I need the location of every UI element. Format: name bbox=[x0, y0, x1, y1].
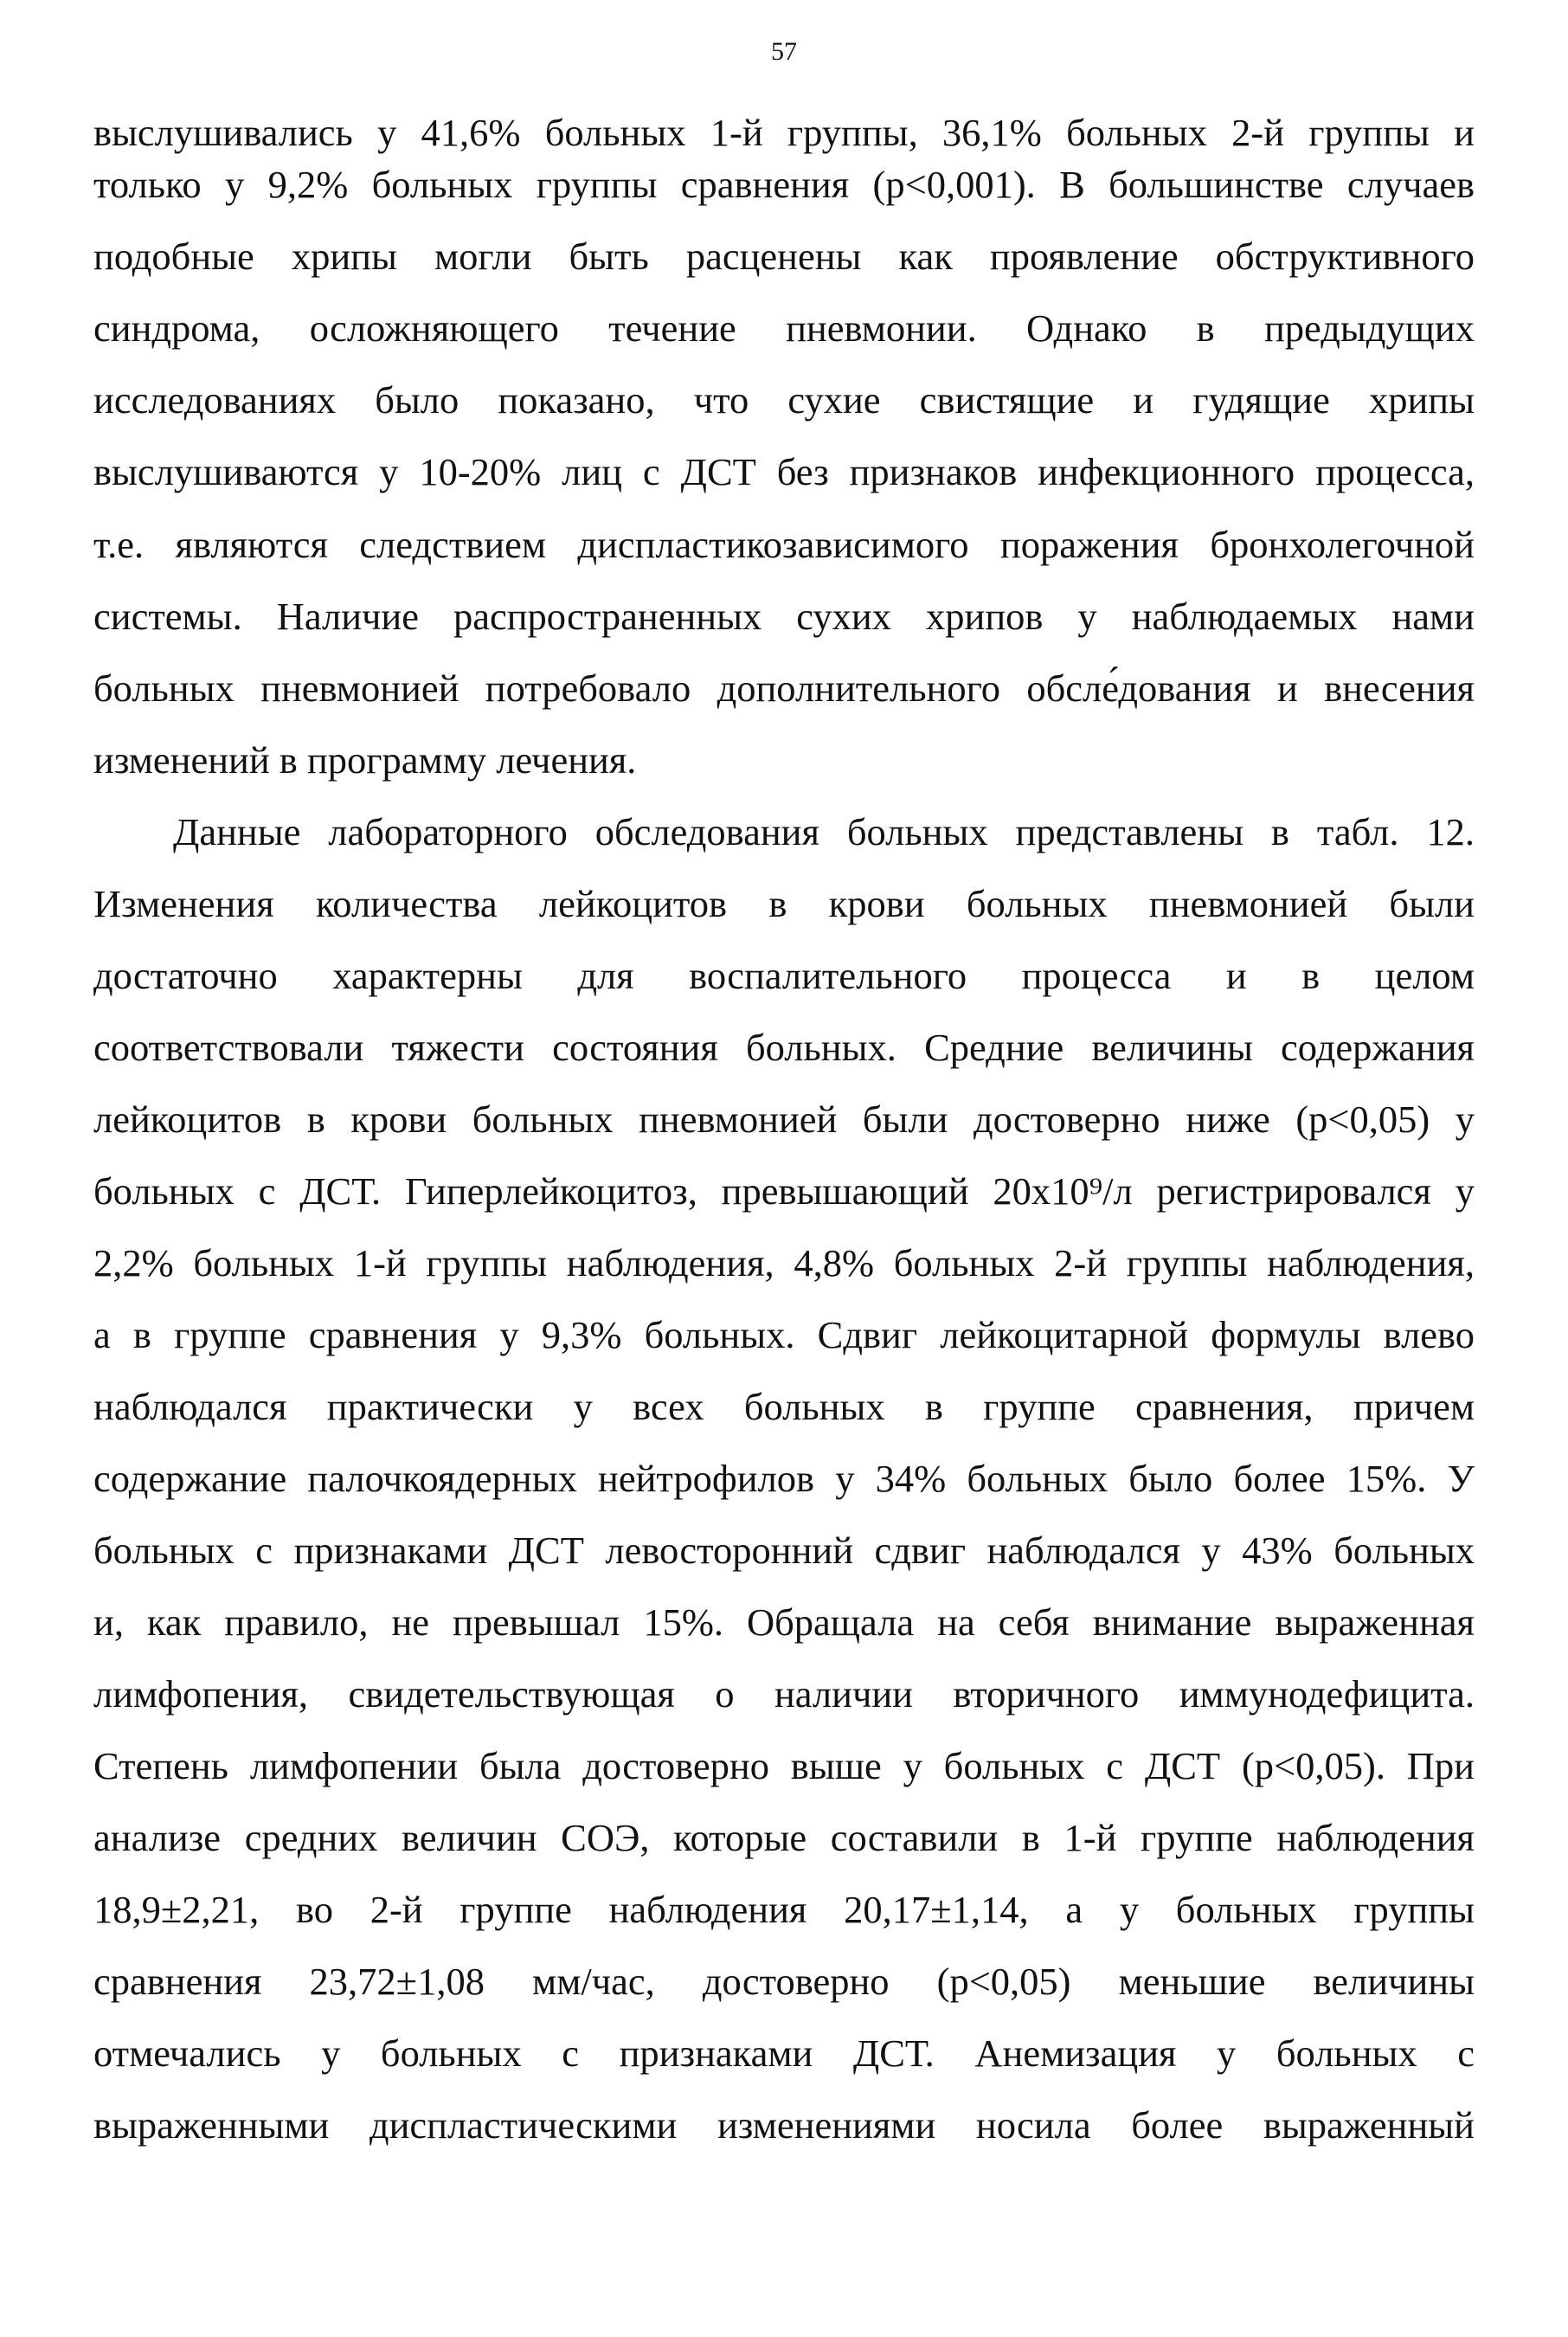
page-number: 57 bbox=[771, 37, 797, 66]
text-line: т.е. являются следствием диспластикозависимого поражения бронхолегочной bbox=[93, 523, 1475, 566]
text-line: наблюдался практически у всех больных в группе сравнения, причем bbox=[93, 1385, 1475, 1428]
text-line: отмечались у больных с признаками ДСТ. Анемизация у больных с bbox=[93, 2031, 1475, 2075]
text-line: лимфопения, свидетельствующая о наличии вторичного иммунодефицита. bbox=[93, 1672, 1475, 1716]
text-line: системы. Наличие распространенных сухих хрипов у наблюдаемых нами bbox=[93, 595, 1475, 638]
text-line: больных с ДСТ. Гиперлейкоцитоз, превышающий 20х10⁹/л регистрировался у bbox=[93, 1169, 1475, 1213]
text-line: изменений в программу лечения. bbox=[93, 738, 637, 782]
text-line: Изменения количества лейкоцитов в крови больных пневмонией были bbox=[93, 882, 1475, 925]
text-line: больных пневмонией потребовало дополнительного обсле́дования и внесения bbox=[93, 666, 1475, 710]
text-line: и, как правило, не превышал 15%. Обращала на себя внимание выраженная bbox=[93, 1600, 1475, 1644]
text-line: сравнения 23,72±1,08 мм/час, достоверно (р<0,05) меньшие величины bbox=[93, 1960, 1475, 2003]
text-line: а в группе сравнения у 9,3% больных. Сдвиг лейкоцитарной формулы влево bbox=[93, 1313, 1475, 1356]
text-line: анализе средних величин СОЭ, которые составили в 1-й группе наблюдения bbox=[93, 1816, 1475, 1859]
text-line: исследованиях было показано, что сухие свистящие и гудящие хрипы bbox=[93, 378, 1475, 422]
text-line: подобные хрипы могли быть расценены как проявление обструктивного bbox=[93, 235, 1475, 278]
text-line: выслушиваются у 10-20% лиц с ДСТ без признаков инфекционного процесса, bbox=[93, 450, 1475, 493]
text-line: лейкоцитов в крови больных пневмонией были достоверно ниже (р<0,05) у bbox=[93, 1098, 1475, 1141]
text-line: больных с признаками ДСТ левосторонний сдвиг наблюдался у 43% больных bbox=[93, 1529, 1475, 1572]
paragraph-first-line: Данные лабораторного обследования больных представлены в табл. 12. bbox=[173, 810, 1475, 853]
text-line: только у 9,2% больных группы сравнения (р<0,001). В большинстве случаев bbox=[93, 163, 1475, 206]
text-line: выслушивались у 41,6% больных 1-й группы, 36,1% больных 2-й группы и bbox=[93, 111, 1475, 154]
text-line: Степень лимфопении была достоверно выше у больных с ДСТ (р<0,05). При bbox=[93, 1744, 1475, 1787]
text-line: достаточно характерны для воспалительного процесса и в целом bbox=[93, 954, 1475, 997]
text-line: выраженными диспластическими изменениями носила более выраженный bbox=[93, 2103, 1475, 2147]
text-line: соответствовали тяжести состояния больных. Средние величины содержания bbox=[93, 1026, 1475, 1069]
text-line: 18,9±2,21, во 2-й группе наблюдения 20,17±1,14, а у больных группы bbox=[93, 1888, 1475, 1931]
text-line: содержание палочкоядерных нейтрофилов у 34% больных было более 15%. У bbox=[93, 1457, 1475, 1500]
text-line: синдрома, осложняющего течение пневмонии. Однако в предыдущих bbox=[93, 306, 1475, 350]
text-line: 2,2% больных 1-й группы наблюдения, 4,8% больных 2-й группы наблюдения, bbox=[93, 1241, 1475, 1284]
